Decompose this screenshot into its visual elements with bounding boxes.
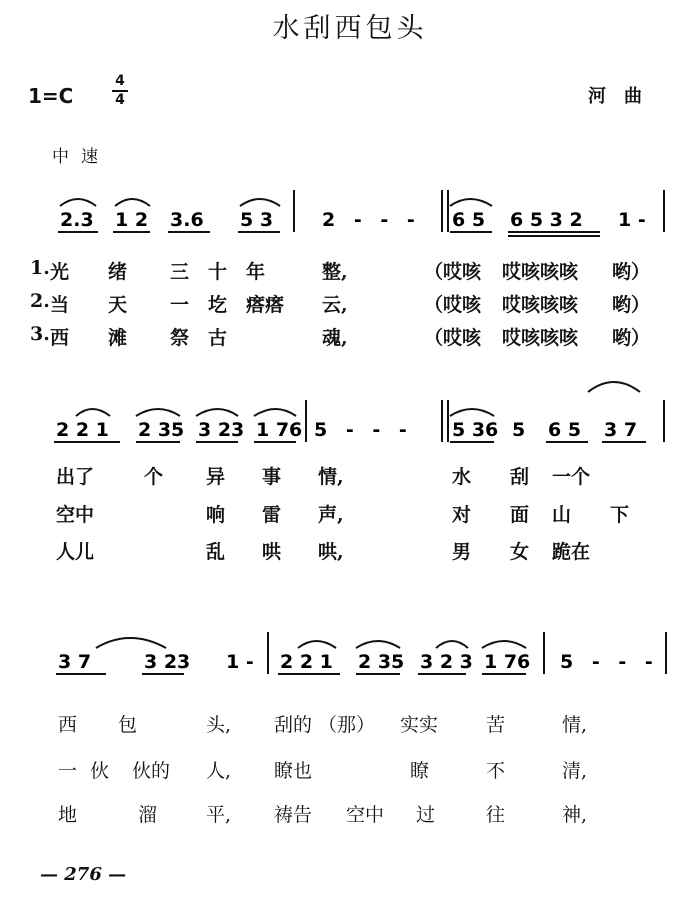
tempo-marking: 中速 [52,147,110,167]
note-group: 3.6 [170,209,204,231]
lyric: 对 [452,504,472,526]
note-group: 5 36 [452,419,499,441]
lyric: 出了 [56,466,95,488]
slur [96,638,166,648]
note-group: 6 5 3 2 [510,209,583,231]
lyric: 整, [322,261,348,283]
system-2-notes [56,419,637,441]
lyric: 瞭 [410,760,430,782]
lyric: （哎咳 [424,261,482,283]
lyric: 滩 [108,327,128,349]
lyric: 西 [50,327,70,349]
lyric: 溜 [138,804,158,826]
note-group: 6 5 [452,209,486,231]
lyric: 乱 [206,541,226,563]
slur [136,409,180,416]
lyric: 下 [610,504,630,526]
system-1-notes [60,209,646,231]
time-signature-bottom: 4 [115,92,125,108]
slur [76,409,110,416]
lyric: 光 [50,261,70,283]
lyric: （哎咳 [424,327,482,349]
song-title: 水刮西包头 [272,13,428,44]
lyric: 哎咳咳咳 [502,294,579,316]
lyric: 事 [262,466,282,488]
lyric: 女 [510,541,530,563]
lyric: 跪在 [552,541,591,563]
slur [450,409,494,416]
note-group: 1 2 [115,209,149,231]
lyric: 三 [170,261,190,283]
slur [298,641,336,648]
lyric: 瞭也 [274,760,313,782]
lyric: 雷 [262,504,282,526]
note-group: 3 23 [198,419,245,441]
lyric: 哄, [318,541,344,563]
slur [356,641,400,648]
lyric: （哎咳 [424,294,482,316]
note-group: 5 - - - [560,651,659,673]
slur [436,641,468,648]
time-signature-top: 4 [115,73,125,89]
lyric: 平, [206,804,232,826]
lyric: 情, [318,466,344,488]
lyric: 实实 [400,714,439,736]
slur [196,409,238,416]
note-group: 5 3 [240,209,274,231]
lyric: 个 [144,466,164,488]
lyric: 绪 [108,261,128,283]
slur [588,382,640,392]
lyric: （那） [318,714,376,736]
page-number: — 276 — [40,864,127,885]
note-group: 1 76 [256,419,303,441]
lyric: 包 [118,714,138,736]
note-group: 1 - [226,651,254,673]
verse-number: 3. [30,323,50,345]
lyric: 哟） [612,261,651,283]
lyric: 头, [206,714,232,736]
song-origin: 河曲 [588,86,660,107]
lyric: 空中 [346,804,385,826]
lyric: 往 [486,804,506,826]
key-signature: 1=C [28,84,74,108]
system-3-notes [58,651,659,673]
lyric: 男 [452,541,472,563]
lyric: 年 [246,261,266,283]
lyric: 哟） [612,294,651,316]
slur [254,409,296,416]
lyric: 哟） [612,327,651,349]
lyric: 响 [206,504,226,526]
lyric: 人, [206,760,232,782]
lyric: 云, [322,294,348,316]
verse-number: 1. [30,257,50,279]
lyric: 魂, [322,327,348,349]
lyric: 一 [58,760,78,782]
lyric: 瘩瘩 [246,294,285,316]
lyric: 不 [486,760,506,782]
lyric: 哎咳咳咳 [502,261,579,283]
lyric: 声, [318,504,344,526]
note-group: 1 76 [484,651,531,673]
lyric: 一个 [552,466,591,488]
lyric: 西 [58,714,78,736]
lyric: 刮 [510,466,530,488]
note-group: 2.3 [60,209,94,231]
note-group: 5 [512,419,526,441]
lyric: 一 [170,294,190,316]
lyric: 十 [208,261,228,283]
lyric: 山 [552,504,572,526]
slur [450,199,492,206]
slur [60,199,96,206]
lyric: 人儿 [56,541,95,563]
lyric: 苦 [486,714,506,736]
note-group: 2 - - - [322,209,421,231]
lyric: 刮的 [274,714,313,736]
lyric: 祭 [170,327,190,349]
verse-number: 2. [30,290,50,312]
note-group: 2 35 [138,419,185,441]
lyric: 水 [452,466,472,488]
note-group: 2 2 1 [280,651,333,673]
note-group: 3 2 3 [420,651,473,673]
note-group: 5 - - - [314,419,413,441]
lyric: 空中 [56,504,95,526]
slur [482,641,526,648]
lyric: 当 [50,294,70,316]
lyric: 伙 [90,760,110,782]
note-group: 3 23 [144,651,191,673]
lyric: 哎咳咳咳 [502,327,579,349]
lyric: 伙的 [132,760,171,782]
note-group: 3 7 [58,651,92,673]
lyric: 古 [208,327,228,349]
note-group: 1 - [618,209,646,231]
lyric: 神, [562,804,588,826]
lyric: 哄 [262,541,282,563]
lyric: 祷告 [274,804,313,826]
lyric: 情, [562,714,588,736]
lyric: 清, [562,760,588,782]
lyric: 面 [510,504,530,526]
lyric: 地 [58,804,78,826]
slur [240,199,280,206]
lyric: 圪 [208,294,228,316]
lyric: 过 [416,804,436,826]
note-group: 3 7 [604,419,638,441]
lyric: 异 [206,466,226,488]
note-group: 6 5 [548,419,582,441]
lyric: 天 [108,294,128,316]
slur [115,199,150,206]
note-group: 2 35 [358,651,405,673]
note-group: 2 2 1 [56,419,109,441]
